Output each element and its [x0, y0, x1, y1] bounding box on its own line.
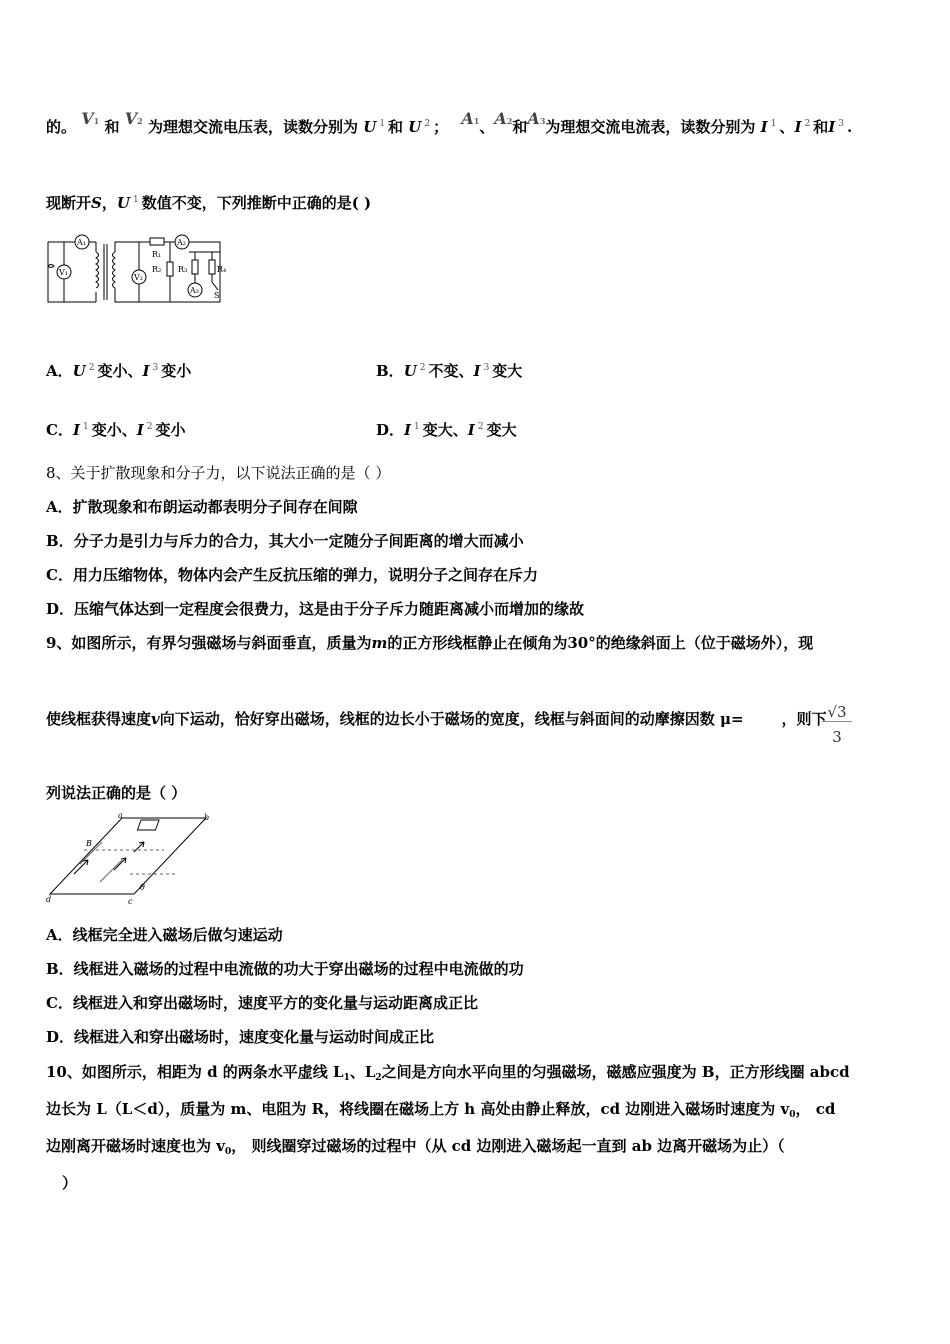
label-b: b [204, 813, 210, 822]
q10-line-1: 10、如图所示，相距为 d 的两条水平虚线 $L_1$、$L_2$之间是方向水平向里的匀强磁场，磁感应强度为 B，正方形线圈 abcd [46, 1063, 850, 1083]
q9-stem-3: 列说法正确的是（ ） [46, 784, 187, 802]
label-theta: θ [140, 883, 145, 892]
q9-option-c[interactable]: C．线框进入和穿出磁场时，速度平方的变化量与运动距离成正比 [46, 994, 478, 1012]
q7-option-a[interactable]: A．U $^2$ 变小、I $^3$ 变小 [46, 362, 192, 380]
q8-stem: 8、关于扩散现象和分子力，以下说法正确的是（ ） [46, 464, 391, 482]
r2-label: R₂ [152, 265, 162, 274]
transformer-circuit-figure [44, 232, 234, 304]
q8-option-a[interactable]: A．扩散现象和布朗运动都表明分子间存在间隙 [46, 498, 358, 516]
a2-label: A₂ [177, 238, 186, 247]
q10-line-2: 边长为 L（L＜d），质量为 m、电阻为 R，将线圈在磁场上方 h 高处由静止释放，cd 边刚进入磁场时速度为 $v_0$， cd [46, 1100, 836, 1120]
label-c: c [128, 897, 133, 904]
a1-symbol: A1 [461, 109, 480, 128]
q8-option-b[interactable]: B．分子力是引力与斥力的合力，其大小一定随分子间距离的增大而减小 [46, 532, 524, 550]
a3-label: A₃ [190, 286, 199, 295]
label-field-b: B [86, 839, 92, 848]
incline-magnetic-field-figure [44, 812, 214, 904]
q9-stem-2: 使线框获得速度v向下运动，恰好穿出磁场，线框的边长小于磁场的宽度，线框与斜面间的动摩擦因数 μ= ，则下 [46, 710, 827, 728]
switch-label: S [214, 291, 220, 300]
r1-label: R₁ [152, 250, 162, 259]
v2-label: V₂ [134, 273, 143, 282]
q7-option-c[interactable]: C．I $^1$ 变小、I $^2$ 变小 [46, 421, 186, 439]
q10-line-3: 边刚离开磁场时速度也为 $v_0$， 则线圈穿过磁场的过程中（从 cd 边刚进入磁场起一直到 ab 边离开磁场为止）（ [46, 1137, 785, 1157]
label-d: d [46, 895, 52, 904]
q8-option-d[interactable]: D．压缩气体达到一定程度会很费力，这是由于分子斥力随距离减小而增加的缘故 [46, 600, 585, 618]
a3-symbol: A3 [527, 109, 546, 128]
q7-line-2: 现断开S，U $^1$ 数值不变，下列推断中正确的是( ) [46, 194, 372, 212]
v2-symbol: V2 [124, 109, 143, 128]
q9-option-a[interactable]: A．线框完全进入磁场后做匀速运动 [46, 926, 283, 944]
fraction-denominator: 3 [832, 728, 842, 746]
r4-label: R₄ [217, 265, 227, 274]
q10-line-4: ） [62, 1174, 78, 1192]
q9-stem-1: 9、如图所示，有界匀强磁场与斜面垂直，质量为m的正方形线框静止在倾角为30°的绝缘斜面上（位于磁场外），现 [46, 634, 814, 652]
r3-label: R₃ [178, 265, 188, 274]
fraction-numerator: √3 [822, 703, 852, 722]
a1-label: A₁ [77, 238, 86, 247]
q7-option-d[interactable]: D．I $^1$ 变大、I $^2$ 变大 [376, 421, 517, 439]
v1-label: V₁ [59, 268, 68, 277]
q9-option-d[interactable]: D．线框进入和穿出磁场时，速度变化量与运动时间成正比 [46, 1028, 435, 1046]
a2-symbol: A2 [494, 109, 513, 128]
q9-option-b[interactable]: B．线框进入磁场的过程中电流做的功大于穿出磁场的过程中电流做的功 [46, 960, 524, 978]
q7-line-1: 的。 V1 和 V2 为理想交流电压表，读数分别为 U $^1$ 和 U $^2$ ； A1、A2和A3为理想交流电流表，读数分别为 I $^1$ 、I $^2$ 和I $^3$ . [46, 109, 853, 136]
label-a: a [118, 812, 123, 820]
mu-fraction [822, 703, 852, 746]
q8-option-c[interactable]: C．用力压缩物体，物体内会产生反抗压缩的弹力，说明分子之间存在斥力 [46, 566, 538, 584]
q7-option-b[interactable]: B．U $^2$ 不变、I $^3$ 变大 [376, 362, 523, 380]
v1-symbol: V1 [81, 109, 100, 128]
q7-intro: 的。 [46, 118, 77, 136]
